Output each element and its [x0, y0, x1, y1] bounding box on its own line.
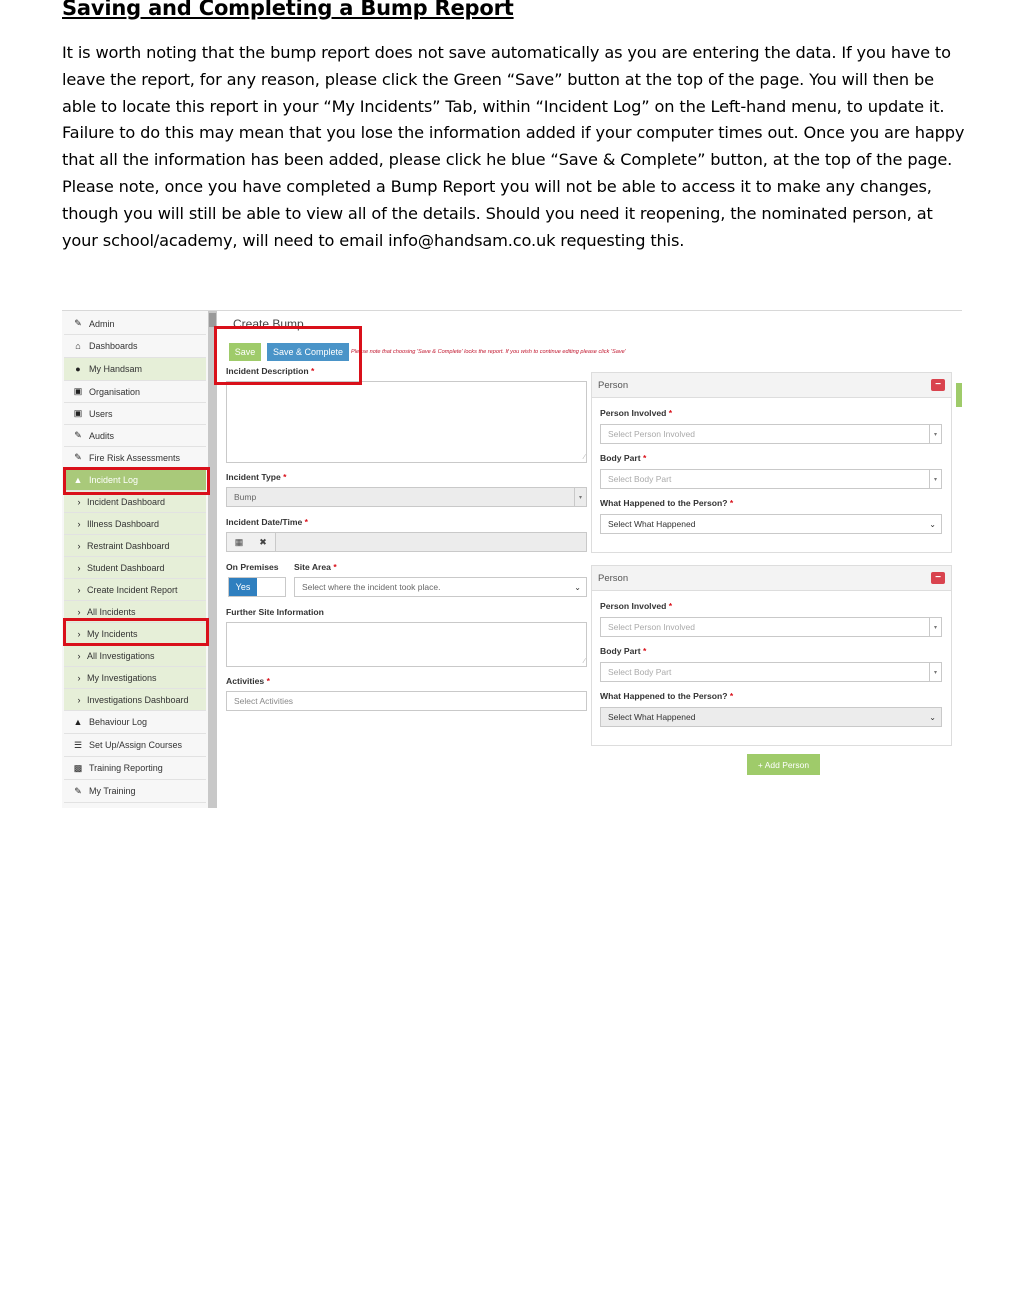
briefcase-icon: ▣	[73, 386, 83, 396]
calendar-icon[interactable]: ▦	[227, 533, 252, 551]
main-form	[219, 311, 962, 808]
sidebar-item-all-investigations[interactable]	[64, 645, 206, 667]
user-icon: ●	[75, 364, 81, 374]
sidebar-item-label: Users	[89, 408, 113, 419]
sidebar-item-dashboards[interactable]	[64, 335, 206, 358]
site-area-label: Site Area *	[294, 562, 337, 572]
sidebar-item-label: My Investigations	[87, 672, 157, 683]
further-site-label: Further Site Information	[226, 607, 324, 617]
sidebar-item-label: Organisation	[89, 386, 141, 397]
what-happened-select[interactable]: Select What Happened ⌄	[600, 514, 942, 534]
remove-person-button[interactable]: −	[931, 379, 945, 391]
chevron-down-icon: ⌄	[574, 582, 581, 592]
sidebar-item-label: Fire Risk Assessments	[89, 452, 181, 463]
lock-warning: Please note that choosing 'Save & Complete' locks the report. If you wish to continue editing please click 'Save'	[351, 349, 626, 355]
on-premises-toggle[interactable]	[228, 577, 286, 597]
body-part-label: Body Part *	[600, 646, 647, 656]
dropdown-caret-icon: ▾	[929, 425, 941, 443]
person-panel-title: Person	[598, 573, 629, 584]
person-panel	[591, 372, 952, 553]
person-involved-select[interactable]: Select Person Involved ▾	[600, 617, 942, 637]
sidebar-item-label: Incident Log	[89, 474, 139, 485]
sidebar-item-label: My Training	[89, 786, 136, 796]
incident-type-select[interactable]: Bump ▾	[226, 487, 587, 507]
activities-input[interactable]: Select Activities	[226, 691, 587, 711]
chevron-right-icon: ›	[77, 650, 81, 661]
page-title: Create Bump	[233, 317, 304, 331]
chevron-right-icon: ›	[77, 540, 81, 551]
incident-description-label: Incident Description *	[226, 366, 315, 376]
chevron-right-icon: ›	[77, 628, 81, 639]
sidebar-item-label: All Incidents	[87, 606, 136, 617]
highlight-incident-log	[63, 467, 210, 495]
further-site-textarea[interactable]	[226, 622, 587, 667]
person-involved-label: Person Involved *	[600, 408, 673, 418]
sidebar-item-fire-risk[interactable]	[64, 447, 206, 469]
sidebar-item-investigations-dashboard[interactable]	[64, 689, 206, 711]
incident-description-textarea[interactable]	[226, 381, 587, 463]
scrollbar-thumb[interactable]	[209, 313, 216, 327]
sidebar-item-label: Student Dashboard	[87, 562, 165, 573]
sidebar-item-admin[interactable]	[64, 313, 206, 335]
pencil-icon: ✎	[74, 452, 82, 462]
person-panel-header	[592, 566, 951, 591]
sidebar-item-label: Dashboards	[89, 341, 138, 351]
sidebar-item-audits[interactable]	[64, 425, 206, 447]
person-panel-header	[592, 373, 951, 398]
sidebar-item-my-training[interactable]	[64, 780, 206, 803]
chevron-right-icon: ›	[77, 518, 81, 529]
resize-grip-icon[interactable]: ∕	[583, 454, 585, 461]
pencil-icon: ✎	[74, 785, 82, 796]
sidebar-item-label: All Investigations	[87, 650, 155, 661]
dropdown-caret-icon: ▾	[929, 663, 941, 681]
sidebar-item-create-incident-report[interactable]	[64, 579, 206, 601]
sidebar-item-label: Training Reporting	[89, 763, 163, 773]
site-area-select[interactable]: Select where the incident took place. ⌄	[294, 577, 587, 597]
screenshot-figure	[62, 310, 962, 808]
sidebar-item-label: Investigations Dashboard	[87, 694, 189, 705]
add-person-button[interactable]: + Add Person	[747, 754, 820, 775]
edge-tab[interactable]	[956, 383, 962, 407]
save-complete-button[interactable]: Save & Complete	[267, 343, 349, 361]
sidebar-item-organisation[interactable]	[64, 381, 206, 403]
sidebar-item-my-investigations[interactable]	[64, 667, 206, 689]
bar-chart-icon: ▩	[73, 762, 83, 773]
remove-person-button[interactable]: −	[931, 572, 945, 584]
list-icon: ☰	[73, 739, 83, 750]
incident-datetime-label: Incident Date/Time *	[226, 517, 308, 527]
sidebar-item-label: Behaviour Log	[89, 717, 148, 727]
sidebar-item-label: Admin	[89, 318, 115, 329]
resize-grip-icon[interactable]: ∕	[583, 658, 585, 665]
sidebar-item-set-up-courses[interactable]	[64, 734, 206, 757]
body-part-select[interactable]: Select Body Part ▾	[600, 662, 942, 682]
sidebar-item-label: Restraint Dashboard	[87, 540, 170, 551]
toggle-yes[interactable]: Yes	[229, 578, 257, 596]
warning-icon: ▲	[73, 474, 83, 485]
chevron-down-icon: ⌄	[929, 712, 936, 722]
sidebar-item-behaviour-log[interactable]	[64, 711, 206, 734]
dropdown-caret-icon: ▾	[929, 470, 941, 488]
sidebar-item-label: Illness Dashboard	[87, 518, 160, 529]
what-happened-select[interactable]: Select What Happened ⌄	[600, 707, 942, 727]
clear-icon[interactable]: ✖	[251, 533, 276, 551]
chevron-right-icon: ›	[77, 672, 81, 683]
what-happened-label: What Happened to the Person? *	[600, 691, 734, 701]
dropdown-caret-icon: ▾	[929, 618, 941, 636]
chevron-down-icon: ⌄	[929, 519, 936, 529]
sidebar-item-label: My Incidents	[87, 628, 138, 639]
what-happened-label: What Happened to the Person? *	[600, 498, 734, 508]
sidebar-item-label: Create Incident Report	[87, 584, 178, 595]
home-icon: ⌂	[75, 341, 81, 351]
briefcase-icon: ▣	[73, 408, 83, 418]
sidebar-scrollbar[interactable]	[208, 311, 217, 808]
person-involved-label: Person Involved *	[600, 601, 673, 611]
chevron-right-icon: ›	[77, 606, 81, 617]
sidebar-item-label: Incident Dashboard	[87, 496, 166, 507]
chevron-right-icon: ›	[77, 562, 81, 573]
sidebar-item-users[interactable]	[64, 403, 206, 425]
document-paragraph: It is worth noting that the bump report does not save automatically as you are entering the data. If you have to leave the report, for any reason, please click the Green “Save” button at the top of the page. You will then be able to locate this report in your “My Incidents” Tab, within “Incident Log” on the Left-hand menu, to update it. Failure to do this may mean that you lose the information added if your computer times out. Once you are happy that all the information has been added, please click he blue “Save & Complete” button, at the top of the page. Please note, once you have completed a Bump Report you will not be able to access it to make any changes, though you will still be able to view all of the details. Should you need it reopening, the nominated person, at your school/academy, will need to email info@handsam.co.uk requesting this.	[62, 43, 965, 250]
dropdown-caret-icon: ▾	[574, 488, 586, 506]
body-part-select[interactable]: Select Body Part ▾	[600, 469, 942, 489]
document-title: Saving and Completing a Bump Report	[62, 0, 514, 20]
sidebar-item-label: Set Up/Assign Courses	[89, 740, 183, 750]
highlight-save-buttons	[214, 326, 362, 385]
save-button[interactable]: Save	[229, 343, 261, 361]
sidebar	[62, 311, 208, 808]
sidebar-item-label: Audits	[89, 430, 115, 441]
person-panel	[591, 565, 952, 746]
sidebar-item-label: My Handsam	[89, 364, 143, 374]
wrench-icon: ✎	[74, 318, 82, 328]
highlight-my-incidents	[63, 618, 209, 646]
chevron-right-icon: ›	[77, 496, 81, 507]
warning-icon: ▲	[73, 717, 83, 727]
sidebar-item-my-handsam[interactable]	[64, 358, 206, 381]
sidebar-item-restraint-dashboard[interactable]	[64, 535, 206, 557]
sidebar-item-illness-dashboard[interactable]	[64, 513, 206, 535]
chevron-right-icon: ›	[77, 584, 81, 595]
person-involved-select[interactable]: Select Person Involved ▾	[600, 424, 942, 444]
incident-datetime-input[interactable]	[226, 532, 587, 552]
body-part-label: Body Part *	[600, 453, 647, 463]
pencil-icon: ✎	[74, 430, 82, 440]
person-panel-title: Person	[598, 380, 629, 391]
sidebar-item-student-dashboard[interactable]	[64, 557, 206, 579]
sidebar-item-training-reporting[interactable]	[64, 757, 206, 780]
incident-type-label: Incident Type *	[226, 472, 287, 482]
activities-label: Activities *	[226, 676, 270, 686]
on-premises-label: On Premises	[226, 562, 279, 572]
chevron-right-icon: ›	[77, 694, 81, 705]
